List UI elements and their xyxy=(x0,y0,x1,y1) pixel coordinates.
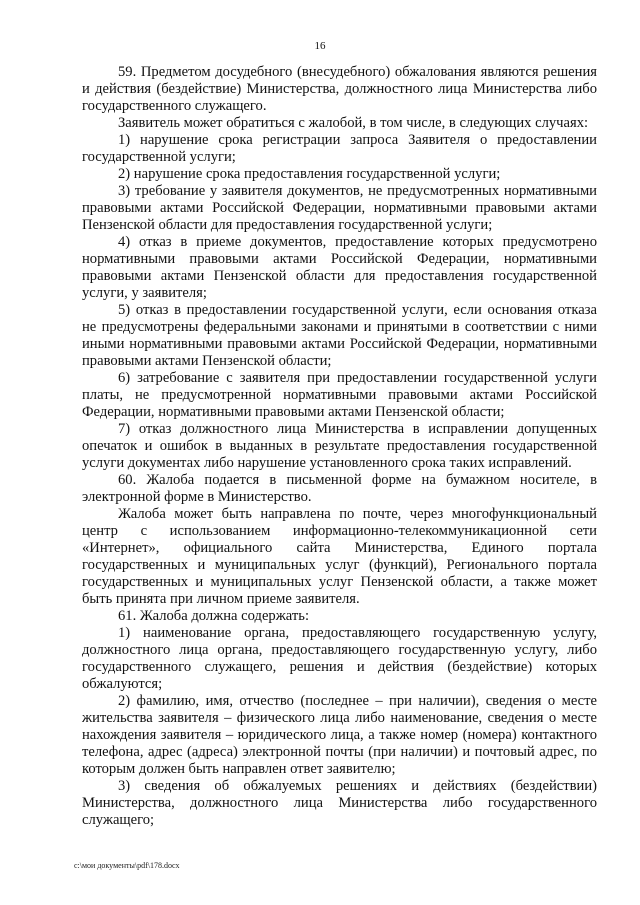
document-body xyxy=(82,64,597,829)
list-item-5: 5) отказ в предоставлении государственной услуги, если основания отказа не предусмотрены федеральными законами и принятыми в соответствии с ними иными нормативными правовыми актами Российской Федерации, нормативными правовыми актами Пензенской области; xyxy=(82,302,597,369)
contents-item-1: 1) наименование органа, предоставляющего государственную услугу, должностного лица органа, предоставляющего государственную услугу, либо государственного служащего, решения и действия (бездействие) которых обжалуются; xyxy=(82,625,597,692)
contents-item-2: 2) фамилию, имя, отчество (последнее – при наличии), сведения о месте жительства заявителя – физического лица либо наименование, сведения о месте нахождения заявителя – юридического лица, а также номер (номера) контактного телефона, адрес (адреса) электронной почты (при наличии) и почтовый адрес, по которым должен быть направлен ответ заявителю; xyxy=(82,693,597,777)
page-number: 16 xyxy=(314,40,326,52)
list-item-3: 3) требование у заявителя документов, не предусмотренных нормативными правовыми актами Российской Федерации, нормативными правовыми актами Пензенской области для предоставления государственной услуги; xyxy=(82,183,597,233)
paragraph-60-submission: 60. Жалоба подается в письменной форме на бумажном носителе, в электронной форме в Министерство. xyxy=(82,472,597,505)
list-item-4: 4) отказ в приеме документов, предоставление которых предусмотрено нормативными правовыми актами Российской Федерации, нормативными правовыми актами Пензенской области для предоставления государственной услуги, у заявителя; xyxy=(82,234,597,301)
paragraph-59-subject: 59. Предметом досудебного (внесудебного) обжалования являются решения и действия (бездействие) Министерства, должностного лица Министерства либо государственного служащего. xyxy=(82,64,597,114)
list-item-6: 6) затребование с заявителя при предоставлении государственной услуги платы, не предусмотренной нормативными правовыми актами Российской Федерации, нормативными правовыми актами Пензенской области; xyxy=(82,370,597,420)
paragraph-61-contents: 61. Жалоба должна содержать: xyxy=(118,608,309,624)
paragraph-submission-channels: Жалоба может быть направлена по почте, через многофункциональный центр с использованием информационно-телекоммуникационной сети «Интернет», официального сайта Министерства, Единого портала государственных и муниципальных услуг (функций), Регионального портала государственных и муниципальных услуг Пензенской области, а также может быть принята при личном приеме заявителя. xyxy=(82,506,597,607)
list-item-1: 1) нарушение срока регистрации запроса Заявителя о предоставлении государственной услуги; xyxy=(82,132,597,165)
list-item-2: 2) нарушение срока предоставления государственной услуги; xyxy=(118,166,501,182)
footer-file-path: c:\мои документы\pdf\178.docx xyxy=(74,861,180,870)
paragraph-complaint-cases-intro: Заявитель может обратиться с жалобой, в том числе, в следующих случаях: xyxy=(118,115,589,131)
list-item-7: 7) отказ должностного лица Министерства в исправлении допущенных опечаток и ошибок в выданных в результате предоставления государственной услуги документах либо нарушение установленного срока таких исправлений. xyxy=(82,421,597,471)
contents-item-3: 3) сведения об обжалуемых решениях и действиях (бездействии) Министерства, должностного лица Министерства либо государственного служащего; xyxy=(82,778,597,828)
